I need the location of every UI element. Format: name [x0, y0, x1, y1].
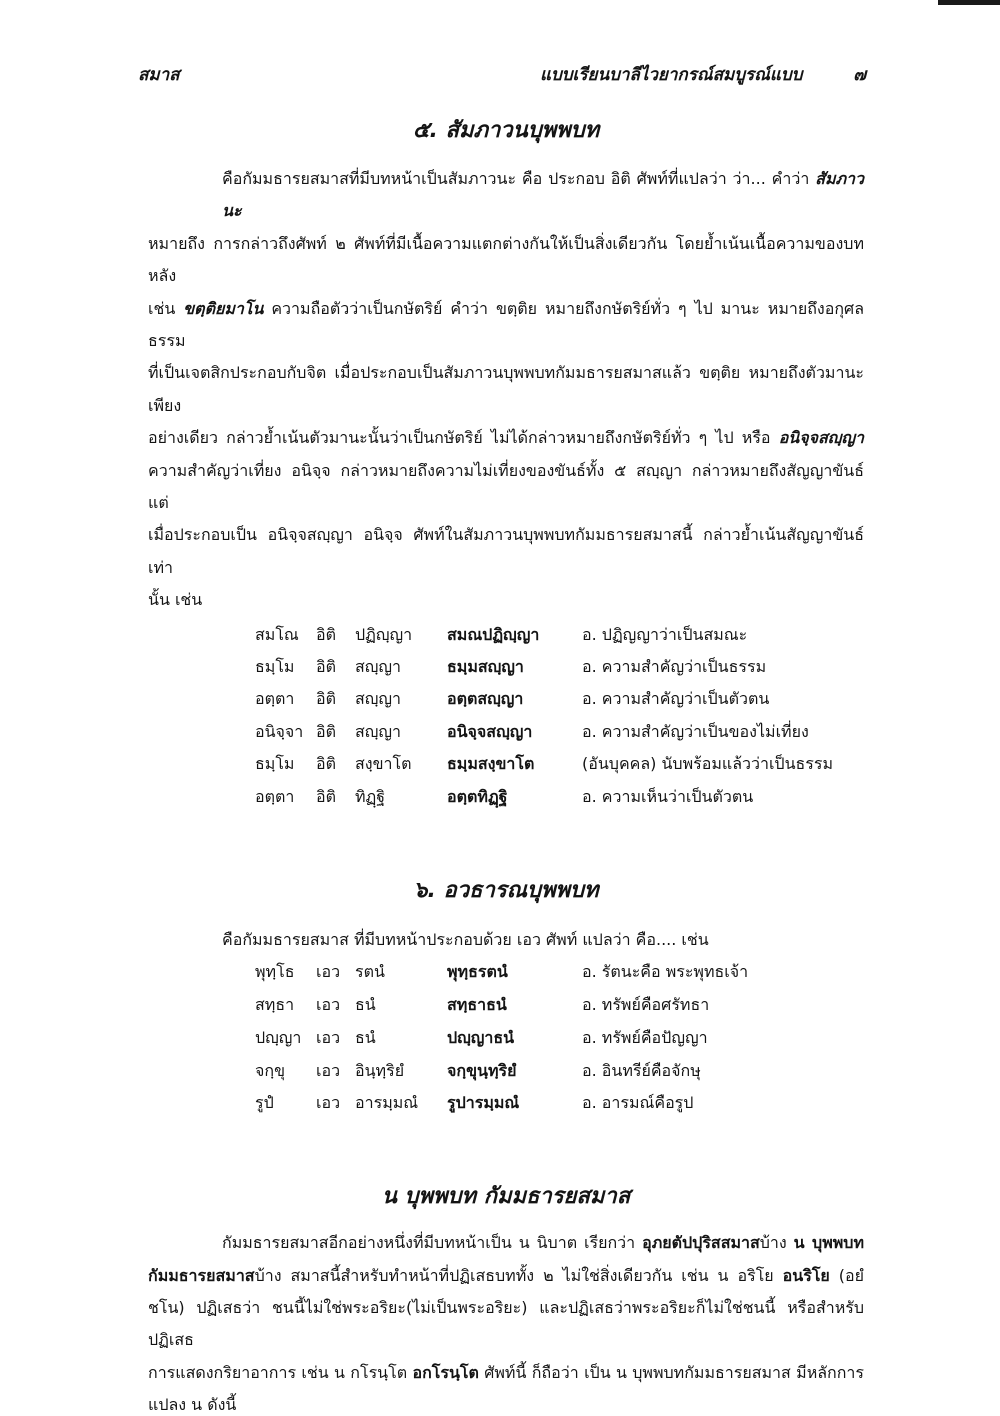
emphasis-term: อนริโย	[782, 1265, 830, 1285]
text-run: ความสำคัญว่าเที่ยง อนิจฺจ กล่าวหมายถึงความไม่เที่ยงของขันธ์ทั้ง ๕ สญฺญา กล่าวหมายถึงสัญญาขันธ์ แต่	[148, 460, 864, 513]
particle: อิติ	[316, 721, 336, 741]
section-paragraph	[148, 163, 864, 617]
text-run: เมื่อประกอบเป็น อนิจฺจสญฺญา อนิจฺจ ศัพท์ในสัมภาวนบุพพบทกัมมธารยสมาสนี้ กล่าวย้ำเน้นสัญญาขันธ์เท่า	[148, 525, 864, 577]
translation: อ. อินทรีย์คือจักษุ	[582, 1060, 701, 1080]
paragraph-line	[148, 1357, 864, 1389]
section-intro: คือกัมมธารยสมาส ที่มีบทหน้าประกอบด้วย เอว ศัพท์ แปลว่า คือ.... เช่น	[222, 930, 709, 950]
text-run: นั้น เช่น	[148, 590, 203, 610]
paragraph-line	[148, 519, 864, 584]
paragraph-line	[148, 293, 864, 358]
paragraph-line	[148, 357, 864, 422]
paragraph-line	[148, 1227, 864, 1259]
emphasis-term: อกโรนฺโต	[412, 1362, 479, 1382]
particle: เอว	[316, 1060, 341, 1080]
translation: อ. ความสำคัญว่าเป็นธรรม	[582, 657, 767, 677]
compound: สทฺธาธนํ	[447, 995, 507, 1015]
word-1: ธมฺโม	[255, 754, 295, 774]
translation: อ. รัตนะคือ พระพุทธเจ้า	[582, 962, 749, 982]
emphasis-term: กัมมธารยสมาส	[148, 1265, 255, 1285]
table-row	[255, 1055, 864, 1088]
emphasis-term: อนิจฺจสญฺญา	[778, 428, 864, 448]
text-run: บ้าง	[759, 1233, 794, 1253]
paragraph-line	[148, 584, 864, 616]
word-1: อตฺตา	[255, 689, 295, 709]
emphasis-term: น บุพพบท	[793, 1233, 865, 1253]
page-body	[148, 116, 864, 1416]
text-run: ชโน) ปฏิเสธว่า ชนนี้ไม่ใช่พระอริยะ(ไม่เป็นพระอริยะ) และปฏิเสธว่าพระอริยะก็ไม่ใช่ชนนี้ หรือสำหรับปฏิเสธ	[148, 1298, 864, 1350]
paragraph-line	[148, 1389, 864, 1416]
particle: อิติ	[316, 754, 336, 774]
text-run: การแสดงกริยาอาการ เช่น น กโรนฺโต	[148, 1362, 413, 1382]
particle: เอว	[316, 1027, 341, 1047]
word-1: อตฺตา	[255, 786, 295, 806]
word-1: รูปํ	[255, 1093, 274, 1113]
compound: อนิจฺจสญฺญา	[447, 721, 533, 741]
text-run: อย่างเดียว กล่าวย้ำเน้นตัวมานะนั้นว่าเป็นกษัตริย์ ไม่ได้กล่าวหมายถึงกษัตริย์ทั่ว ๆ ไป หรือ	[148, 428, 779, 448]
table-row	[255, 1022, 864, 1055]
word-2: สญฺญา	[355, 657, 402, 677]
word-1: ธมฺโม	[255, 657, 295, 677]
table-row	[255, 651, 864, 683]
compound: สมณปฏิญฺญา	[447, 624, 540, 644]
text-run: (อยํ	[829, 1265, 865, 1285]
particle: อิติ	[316, 689, 336, 709]
paragraph-line	[148, 455, 864, 520]
word-2: ธนํ	[355, 1027, 376, 1047]
text-run: บ้าง สมาสนี้สำหรับทำหน้าที่ปฏิเสธบททั้ง ๒ ไม่ใช่สิ่งเดียวกัน เช่น น อริโย	[254, 1265, 783, 1285]
translation: อ. อารมณ์คือรูป	[582, 1093, 694, 1113]
word-1: สมโณ	[255, 624, 299, 644]
word-1: สทฺธา	[255, 995, 295, 1015]
text-run: ศัพท์นี้ ก็ถือว่า เป็น น บุพพบทกัมมธารยสมาส มีหลักการ	[478, 1362, 865, 1382]
particle: เอว	[316, 962, 341, 982]
translation: อ. ปฏิญญาว่าเป็นสมณะ	[582, 624, 748, 644]
compound: ปญฺญาธนํ	[447, 1027, 515, 1047]
paragraph-line	[148, 228, 864, 293]
text-run: กัมมธารยสมาสอีกอย่างหนึ่งที่มีบทหน้าเป็น น นิบาต เรียกว่า	[222, 1233, 643, 1253]
word-2: ทิฏฺฐิ	[355, 786, 386, 806]
table-row	[255, 619, 864, 651]
particle: อิติ	[316, 786, 336, 806]
word-2: รตนํ	[355, 962, 385, 982]
word-2: สงฺขาโต	[355, 754, 412, 774]
translation: อ. ความเห็นว่าเป็นตัวตน	[582, 786, 754, 806]
text-run: แปลง น ดังนี้	[148, 1395, 237, 1415]
page-number: ๗	[853, 65, 866, 85]
word-1: จกฺขุ	[255, 1060, 285, 1080]
translation: อ. ความสำคัญว่าเป็นตัวตน	[582, 689, 770, 709]
scan-edge-mark	[938, 0, 1000, 5]
particle: อิติ	[316, 624, 336, 644]
word-2: สญฺญา	[355, 721, 402, 741]
table-row	[255, 683, 864, 715]
compound: อตฺตทิฏฺฐิ	[447, 786, 508, 806]
example-table	[148, 956, 864, 1120]
table-row	[255, 1087, 864, 1120]
word-1: อนิจฺจา	[255, 721, 304, 741]
text-run: หมายถึง การกล่าวถึงศัพท์ ๒ ศัพท์ที่มีเนื้อความแตกต่างกันให้เป็นสิ่งเดียวกัน โดยย้ำเน้นเนื้อความของบทหลัง	[148, 233, 864, 286]
translation: อ. ทรัพย์คือศรัทธา	[582, 995, 710, 1015]
text-run: เช่น	[148, 298, 184, 318]
table-row	[255, 781, 864, 813]
word-2: อารมฺมณํ	[355, 1093, 419, 1113]
section-paragraph	[148, 1227, 864, 1416]
section-title: น บุพพบท กัมมธารยสมาส	[381, 1184, 631, 1210]
header-book-title: แบบเรียนบาลีไวยากรณ์สมบูรณ์แบบ	[540, 65, 803, 85]
table-row	[255, 956, 864, 989]
compound: พุทฺธรตนํ	[447, 962, 508, 982]
emphasis-term: อุภยตัปปุริสสมาส	[642, 1233, 760, 1253]
word-2: ปฏิญฺญา	[355, 624, 413, 644]
example-table	[148, 619, 864, 813]
compound: รูปารมฺมณํ	[447, 1093, 520, 1113]
paragraph-line	[148, 422, 864, 454]
paragraph-line	[148, 163, 864, 228]
compound: อตฺตสญฺญา	[447, 689, 524, 709]
page-header	[138, 60, 866, 90]
word-1: พุทฺโธ	[255, 962, 295, 982]
word-2: อินฺทฺริยํ	[355, 1060, 405, 1080]
text-run: ความถือตัวว่าเป็นกษัตริย์ คำว่า ขตฺติย หมายถึงกษัตริย์ทั่ว ๆ ไป มานะ หมายถึงอกุศลธรรม	[148, 298, 864, 351]
compound: ธมฺมสงฺขาโต	[447, 754, 535, 774]
compound: ธมฺมสญฺญา	[447, 657, 524, 677]
table-row	[255, 716, 864, 748]
word-2: ธนํ	[355, 995, 376, 1015]
particle: อิติ	[316, 657, 336, 677]
emphasis-term: สัมภาวนะ	[222, 169, 864, 221]
paragraph-line	[148, 1292, 864, 1357]
translation: อ. ทรัพย์คือปัญญา	[582, 1027, 708, 1047]
translation: (อันบุคคล) นับพร้อมแล้วว่าเป็นธรรม	[582, 754, 834, 774]
section-title: ๕. สัมภาวนบุพพบท	[412, 118, 600, 143]
paragraph-line	[148, 1260, 864, 1292]
word-1: ปญฺญา	[255, 1027, 302, 1047]
emphasis-term: ขตฺติยมาโน	[183, 298, 264, 318]
header-chapter: สมาส	[138, 65, 180, 85]
translation: อ. ความสำคัญว่าเป็นของไม่เที่ยง	[582, 721, 809, 741]
table-row	[255, 748, 864, 780]
compound: จกฺขุนฺทฺริยํ	[447, 1060, 517, 1080]
particle: เอว	[316, 995, 341, 1015]
text-run: คือกัมมธารยสมาสที่มีบทหน้าเป็นสัมภาวนะ คือ ประกอบ อิติ ศัพท์ที่แปลว่า ว่า... คำว่า	[222, 169, 816, 188]
section-title: ๖. อวธารณบุพพบท	[413, 878, 599, 904]
word-2: สญฺญา	[355, 689, 402, 709]
particle: เอว	[316, 1093, 341, 1113]
text-run: ที่เป็นเจตสิกประกอบกับจิต เมื่อประกอบเป็นสัมภาวนบุพพบทกัมมธารยสมาสแล้ว ขตฺติย หมายถึงตัวมานะเพียง	[148, 363, 864, 415]
table-row	[255, 989, 864, 1022]
